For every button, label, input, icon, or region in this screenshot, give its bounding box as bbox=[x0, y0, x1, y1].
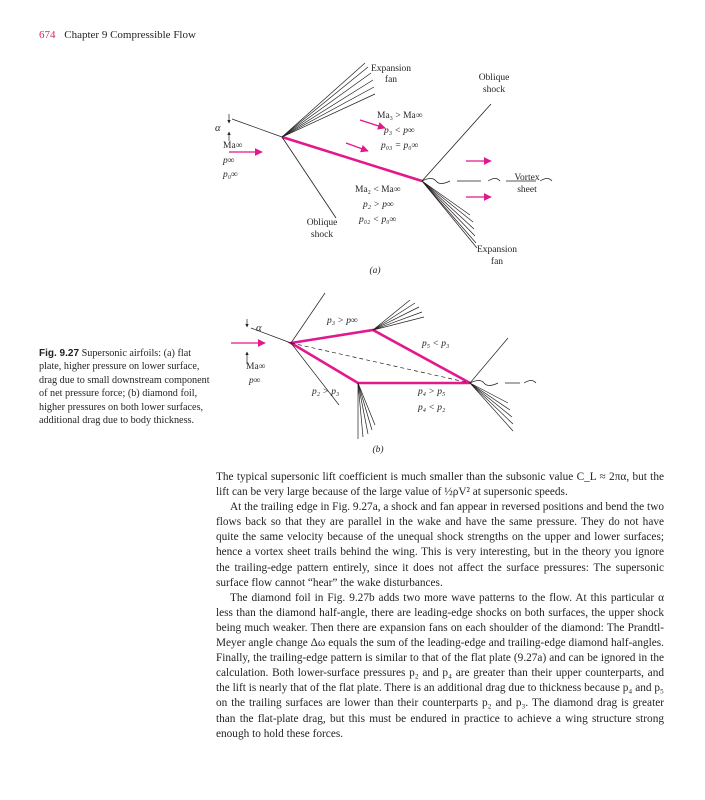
expansion-fan-bottom-label: fan bbox=[490, 257, 504, 267]
expansion-fan-bottom-label: Expansion bbox=[476, 245, 518, 255]
paragraph: At the trailing edge in Fig. 9.27a, a shock and fan appear in reversed positions and bend the two flows back so that they are parallel in the wake and have the same pressure. They do not have quite the same velocity because of the unequal shock strengths on the upper and lower surfaces; hence a vortex sheet trails behind the wing. This is very interesting, but in the theory you ignore the trailing-edge pattern entirely, since it does not affect the surface pressures: The supersonic surface flow cannot “hear” the wake disturbances. bbox=[216, 501, 664, 589]
freestream-pressure-a: p∞ bbox=[223, 156, 235, 166]
upper-rear-pressure: p₅ < p₃ bbox=[422, 339, 450, 349]
oblique-shock-bottom-label: Oblique bbox=[306, 218, 338, 228]
figure-a bbox=[215, 63, 552, 276]
oblique-shock-bottom-label: shock bbox=[310, 230, 334, 240]
freestream-extension-line bbox=[232, 119, 282, 137]
alpha-label-b: α bbox=[256, 323, 262, 334]
chapter-title: Chapter 9 Compressible Flow bbox=[64, 29, 196, 41]
upper-state-p3: p₃ < p∞ bbox=[384, 126, 415, 136]
vortex-sheet-b bbox=[470, 381, 536, 386]
leading-edge-upper-shock bbox=[251, 293, 325, 343]
vortex-sheet-label: sheet bbox=[517, 185, 537, 195]
trailing-edge-shock bbox=[470, 338, 508, 383]
upper-expansion-fan bbox=[282, 63, 375, 137]
diamond-airfoil bbox=[291, 330, 470, 383]
figure-caption bbox=[39, 347, 211, 427]
lower-expansion-fan bbox=[422, 181, 477, 248]
lower-state-p2: p₂ > p∞ bbox=[363, 200, 394, 210]
body-text bbox=[216, 470, 664, 742]
figure-b-label: (b) bbox=[372, 445, 384, 455]
upper-state-ma3: Ma₃ > Ma∞ bbox=[377, 111, 423, 121]
alpha-label-a: α bbox=[215, 123, 221, 134]
expansion-fan-top-label: fan bbox=[384, 75, 398, 85]
lower-state-ma2: Ma₂ < Ma∞ bbox=[355, 185, 401, 195]
trailing-edge-fan bbox=[470, 383, 513, 431]
figure-b bbox=[231, 293, 536, 455]
lower-shoulder-fan bbox=[358, 383, 375, 439]
upper-state-p03: p₀₃ = p₀∞ bbox=[381, 141, 419, 151]
lower-front-pressure: p₂ > p₃ bbox=[312, 387, 340, 397]
oblique-shock-top-label: shock bbox=[482, 85, 506, 95]
lower-oblique-shock bbox=[282, 137, 336, 218]
freestream-mach-a: Ma∞ bbox=[223, 141, 243, 151]
freestream-pressure-b: p∞ bbox=[249, 376, 261, 386]
upper-oblique-shock-trailing bbox=[422, 104, 491, 181]
chord-line bbox=[291, 343, 470, 383]
paragraph: The typical supersonic lift coefficient is much smaller than the subsonic value C_L ≈ 2πα, but the lift can be very large because of the large value of ½ρV² at supersonic speeds. bbox=[216, 471, 664, 499]
page-number: 674 bbox=[39, 29, 56, 41]
figure-a-label: (a) bbox=[369, 266, 381, 276]
lower-state-p02: p₀₂ < p₀∞ bbox=[359, 215, 397, 225]
lower-rear-pressure-2: p₄ < p₂ bbox=[418, 403, 446, 413]
paragraph: The diamond foil in Fig. 9.27b adds two more wave patterns to the flow. At this particular α less than the diamond half-angle, there are leading-edge shocks on both surfaces, the upper shock being much weaker. Then there are expansion fans on each shoulder of the diamond: The Prandtl-Meyer angle change Δω equals the sum of the leading-edge and trailing-edge diamond half-angles. Finally, the trailing-edge pattern is similar to that of the flat plate (9.27a) and can be ignored in the calculation. Both lower-surface pressures p₂ and p₄ are greater than their upper counterparts, and the lift is nearly that of the flat plate. There is an additional drag due to thickness because p₄ and p₅ on the trailing surfaces are lower than their counterparts p₂ and p₃. The diamond drag is greater than the flat-plate drag, but this must be endured in practice to achieve a wing structure strong enough to hold these forces. bbox=[216, 591, 664, 740]
expansion-fan-top-label: Expansion bbox=[370, 64, 412, 74]
caption-text: Supersonic airfoils: (a) flat plate, higher pressure on lower surface, drag due to small downstream component of net pressure force; (b) diamond foil, higher pressures on both lower surfaces, additional drag due to body thickness. bbox=[39, 348, 210, 427]
oblique-shock-top-label: Oblique bbox=[478, 73, 510, 83]
upper-front-pressure: p₃ > p∞ bbox=[327, 316, 358, 326]
freestream-mach-b: Ma∞ bbox=[246, 362, 266, 372]
caption-title: Fig. 9.27 bbox=[39, 348, 80, 359]
upper-shoulder-fan bbox=[373, 300, 424, 330]
lower-rear-pressure-1: p₄ > p₅ bbox=[418, 387, 446, 397]
vortex-sheet-label: Vortex bbox=[514, 173, 540, 183]
freestream-stagnation-a: p₀∞ bbox=[223, 170, 238, 180]
